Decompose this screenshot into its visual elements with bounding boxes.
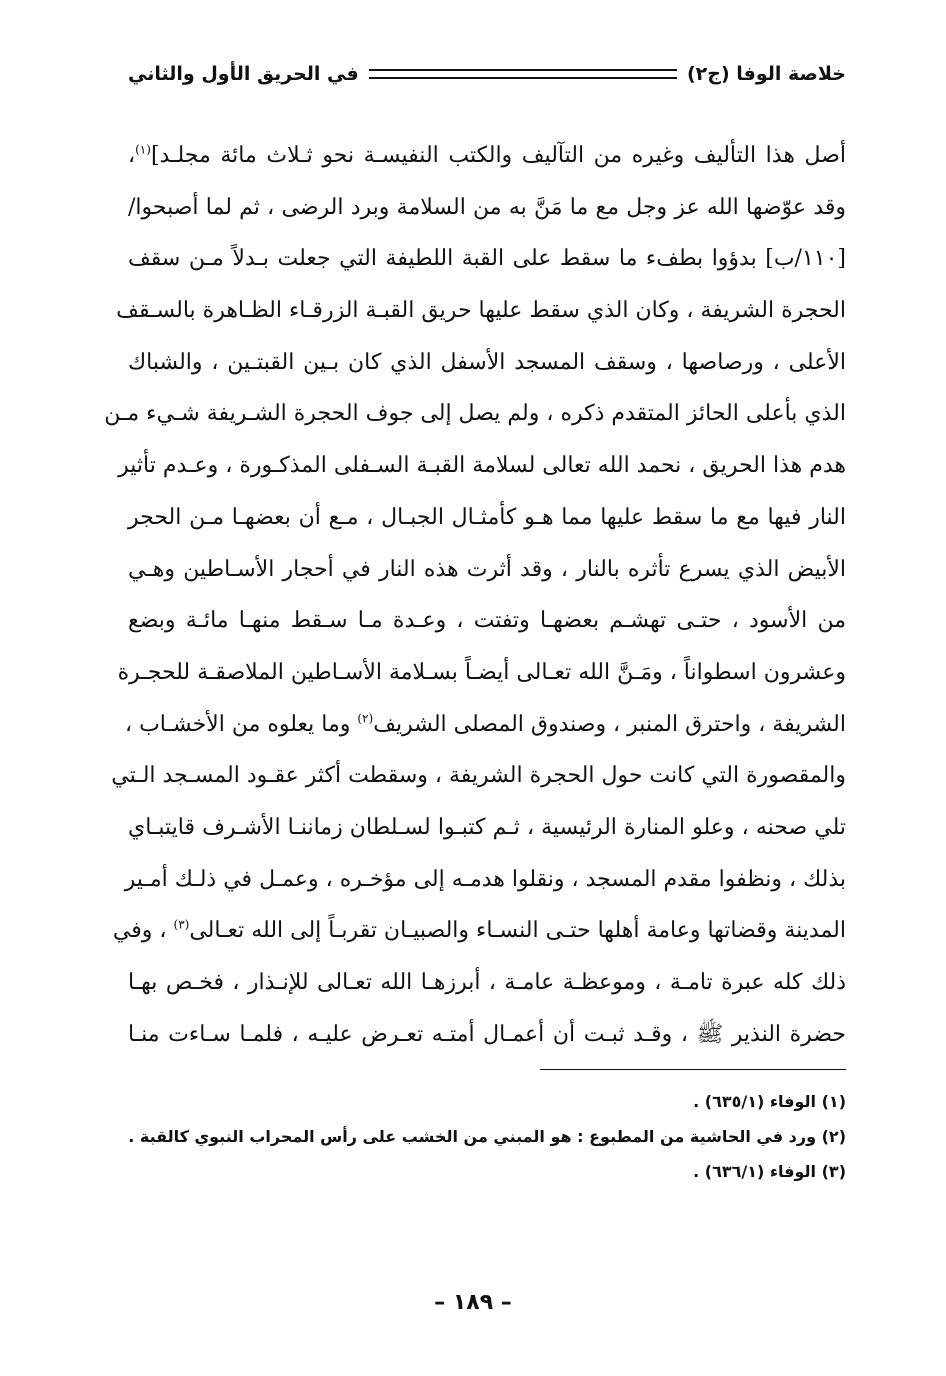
text-line-9: الأبيض الذي يسرع تأثره بالنار ، وقد أثرت هذه النار في أحجار الأسـاطين وهـي [128, 556, 846, 582]
text-line-7: هدم هذا الحريق ، نحمد الله تعالى لسلامة القبـة السـفلى المذكـورة ، وعـدم تأثير [118, 453, 846, 479]
footnote-ref-2[interactable]: (٢) [357, 711, 374, 726]
header-chapter-title: في الحريق الأول والثاني [128, 63, 359, 85]
text-line-8: النار فيها مع ما سقط عليها مما هـو كأمثـال الجبـال ، مـع أن بعضهـا مـن الحجر [128, 504, 846, 530]
page-number: – ١٨٩ – [434, 1290, 512, 1315]
text-line-2: وقد عوّضها الله عز وجل مع ما مَنَّ به من السلامة وبرد الرضى ، ثم لما أصبحوا/ [128, 194, 846, 220]
text-line-17: ذلك كله عبرة تامـة ، وموعظـة عامـة ، أبرزهـا الله تعـالى للإنـذار ، فخـص بهـا [128, 970, 846, 995]
footnote-3: (٣) الوفاء (٦٣٦/١) . [693, 1162, 846, 1181]
main-text [104, 130, 846, 1060]
text-line-13: والمقصورة التي كانت حول الحجرة الشريفة ، وسقطت أكثر عقـود المسـجد الـتي [111, 763, 846, 789]
text-line-6: الذي بأعلى الحائز المتقدم ذكره ، ولم يصل إلى جوف الحجرة الشـريفة شـيء مـن [104, 401, 846, 427]
header-book-title: خلاصة الوفا (ج٢) [686, 63, 846, 85]
text-line-5: الأعلى ، ورصاصها ، وسقف المسجد الأسفل الذي كان بـين القبتـين ، والشباك [128, 349, 846, 375]
text-line-18: حضرة النذير ﷺ ، وقـد ثبـت أن أعمـال أمتـه تعـرض عليـه ، فلمـا سـاءت منـا [128, 1021, 846, 1047]
text-line-3: [١١٠/ب] بدؤوا بطفء ما سقط على القبة اللطيفة التي جعلت بـدلاً مـن سقف [128, 246, 846, 272]
running-header [128, 54, 846, 94]
text-line-10: من الأسود ، حتـى تهشـم بعضهـا وتفتت ، وعـدة مـا سـقط منهـا مائـة وبضع [128, 608, 846, 634]
header-rule [369, 69, 677, 79]
footnote-ref-1[interactable]: (١) [135, 142, 151, 157]
text-line-16: المدينة وقضاتها وعامة أهلها حتـى النسـاء والصبيـان تقربـاً إلى الله تعـالى$^{(٣)}$ ، وفي [112, 917, 846, 944]
footnote-1: (١) الوفاء (٦٣٥/١) . [693, 1092, 846, 1111]
text-line-1: أصل هذا التأليف وغيره من التآليف والكتب النفيسـة نحو ثـلاث مائة مجلـد]$^{(١)}$، [128, 142, 846, 168]
text-line-12: الشريفة ، واحترق المنبر ، وصندوق المصلى الشريف$^{(٢)}$ وما يعلوه من الأخشـاب ، [124, 711, 846, 737]
footnote-ref-3[interactable]: (٣) [173, 917, 190, 932]
text-line-14: تلي صحنه ، وعلو المنارة الرئيسية ، ثـم كتبـوا لسـلطان زماننـا الأشـرف قايتبـاي [128, 814, 846, 840]
footnotes [128, 1084, 846, 1189]
footnote-separator [540, 1069, 846, 1070]
text-line-4: الحجرة الشريفة ، وكان الذي سقط عليها حريق القبـة الزرقـاء الظـاهرة بالسـقف [116, 298, 846, 324]
text-line-15: بذلك ، ونظفوا مقدم المسجد ، ونقلوا هدمـه إلى مؤخـره ، وعمـل في ذلـك أمـير [124, 866, 846, 892]
text-line-11: وعشرون اسطواناً ، ومَـنَّ الله تعـالى أيضـاً بسـلامة الأسـاطين الملاصقـة للحجـرة [117, 659, 846, 685]
footnote-2: (٢) ورد في الحاشية من المطبوع : هو المبني من الخشب على رأس المحراب النبوي كالقبة . [128, 1127, 846, 1146]
